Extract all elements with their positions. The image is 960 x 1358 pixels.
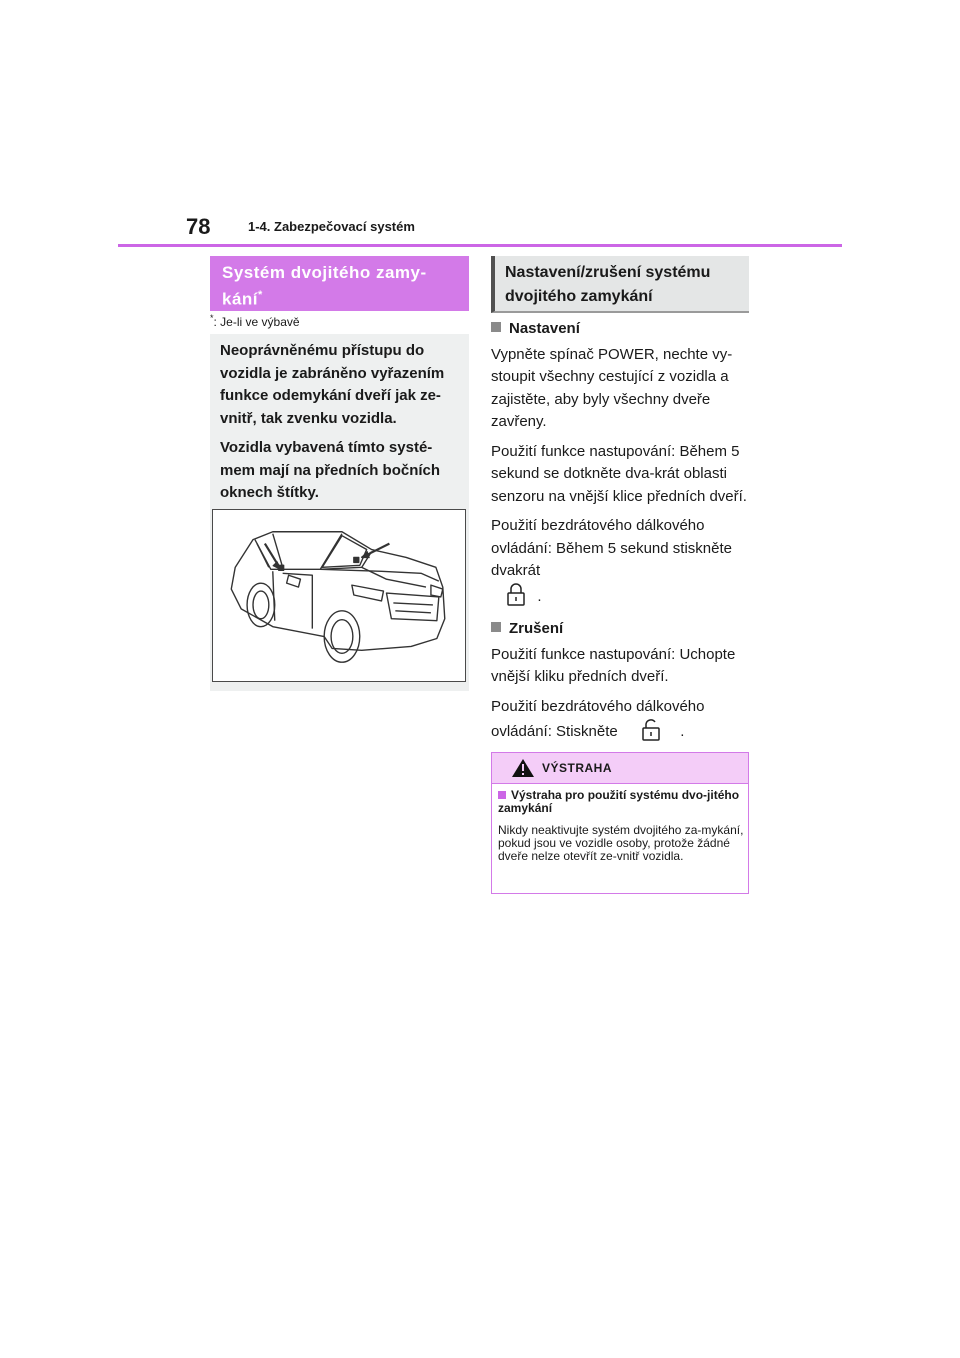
intro-panel [210,334,469,691]
right-heading-line1: Nastavení/zrušení systému [505,264,711,281]
cancel-subheading [491,618,753,641]
set-paragraph-2: Použití funkce nastupování: Během 5 sekund se dotkněte dva-krát oblasti senzoru na vnější klice předních dveří. [491,442,747,505]
right-heading-box [491,256,749,313]
left-heading-box [210,256,469,311]
intro-paragraph-1: Neoprávněnému přístupu do vozidla je zabráněno vyřazením funkce odemykání dveří jak ze-vnitř, tak zvenku vozidla. [220,342,445,427]
set-paragraph-1: Vypněte spínač POWER, nechte vy-stoupit všechny cestující z vozidla a zajistěte, aby byly všechny dveře zavřeny. [491,345,733,430]
left-heading-mark: * [258,289,263,301]
cancel-paragraph-2-text: Použití bezdrátového dálkového ovládání: Stiskněte [491,697,705,740]
page-number: 78 [186,214,211,239]
left-heading [222,262,427,311]
square-bullet-icon [491,322,501,332]
footnote-mark: * [210,313,214,323]
set-paragraph-3 [491,515,753,608]
cancel-title: Zrušení [509,620,564,637]
intro-text [220,340,464,512]
footnote [210,313,300,329]
warning-subtitle [498,789,742,815]
intro-paragraph-2: Vozidla vybavená tímto systé-mem mají na předních bočních oknech štítky. [220,439,441,501]
set-subheading [491,318,753,341]
left-heading-line1: Systém dvojitého zamy- [222,263,427,282]
car-illustration [212,509,466,682]
instructions [491,318,753,751]
right-heading-line2: dvojitého zamykání [505,288,653,305]
set-paragraph-3-text: Použití bezdrátového dálkového ovládání: Během 5 sekund stiskněte dvakrát [491,517,732,579]
header-rule [118,244,842,247]
warning-label: VÝSTRAHA [542,761,613,775]
left-heading-line2: kání [222,289,259,309]
padlock-open-icon [640,718,662,742]
cancel-paragraph-1: Použití funkce nastupování: Uchopte vnější kliku předních dveří. [491,645,736,685]
set-title: Nastavení [509,320,580,337]
cancel-paragraph-2 [491,696,753,744]
padlock-icon [505,583,527,607]
car-drawing [213,510,465,681]
square-bullet-icon [491,622,501,632]
right-heading [505,261,710,309]
set-paragraph-3-end: . [537,587,542,605]
warning-body: Nikdy neaktivujte systém dvojitého za-mykání, pokud jsou ve vozidle osoby, protože žádné dveře nelze otevřít ze-vnitř vozidla. [498,823,744,863]
warning-box [491,752,749,894]
square-bullet-icon [498,791,506,799]
warning-triangle-icon [511,758,535,778]
warning-header [492,753,748,784]
section-title: 1-4. Zabezpečovací systém [248,219,415,234]
footnote-text: : Je-li ve výbavě [213,315,300,329]
cancel-paragraph-2-end: . [680,723,685,740]
warning-subtitle-text: Výstraha pro použití systému dvo-jitého zamykání [498,788,740,815]
